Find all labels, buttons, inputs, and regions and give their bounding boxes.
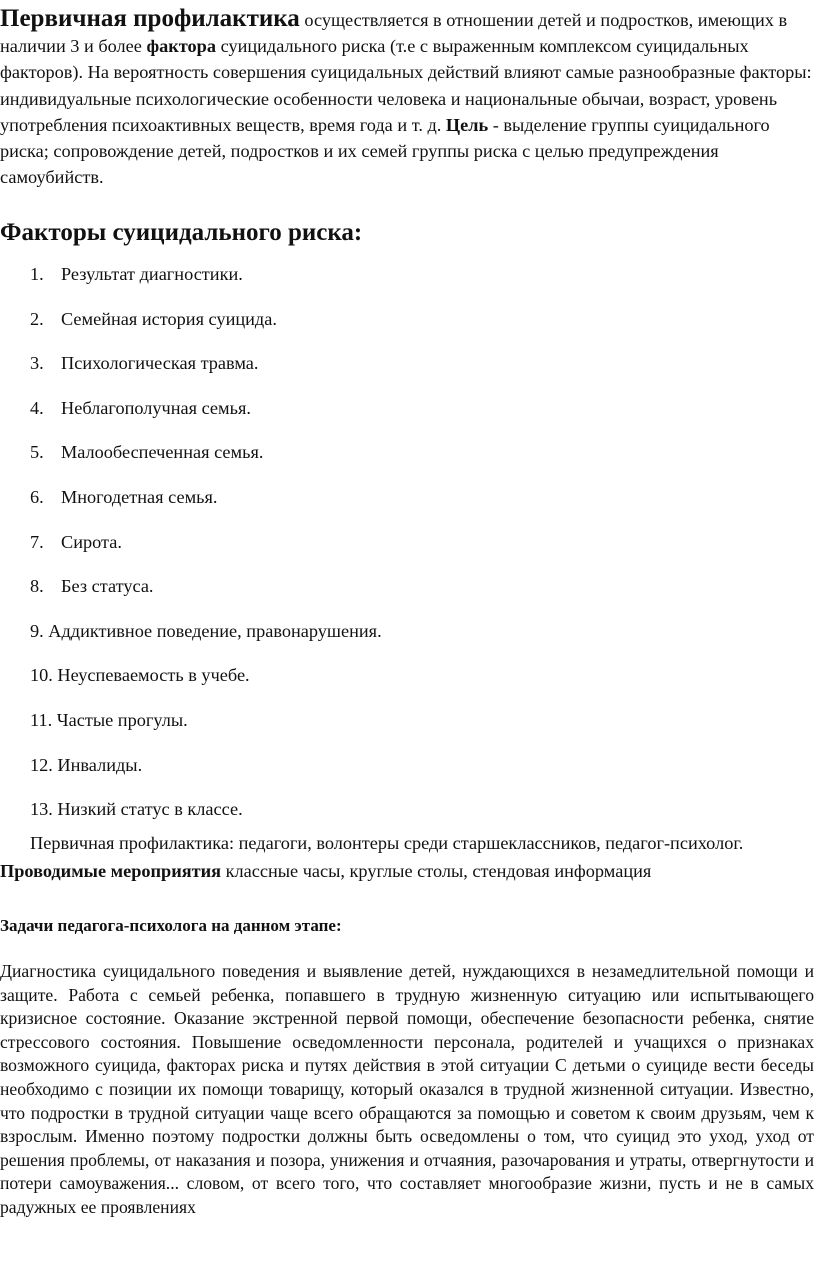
item-text: Малообеспеченная семья. bbox=[61, 442, 264, 463]
item-number: 6. bbox=[30, 487, 44, 507]
tasks-paragraph: Диагностика суицидального поведения и выявление детей, нуждающихся в незамедлительной помощи и защите. Работа с семьей ребенка, попавшего в трудную жизненную ситуацию или испытывающего кризисное состояние. Оказание экстренной первой помощи, обеспечение безопасности ребенка, снятие стрессового состояния. Повышение осведомленности персонала, родителей и учащихся о признаках возможного суицида, факторах риска и путях действия в этой ситуации С детьми о суициде вести беседы необходимо с позиции их помощи товарищу, который оказался в трудной жизненной ситуации. Известно, что подростки в трудной ситуации чаще всего обращаются за помощью и советом к своим друзьям, чем к взрослым. Именно поэтому подростки должны быть осведомлены о том, что суицид это уход, уход от решения проблемы, от наказания и позора, унижения и отчаяния, разочарования и утраты, отвергнутости и потери самоуважения... словом, от всего того, что составляет многообразие жизни, пусть и не в самых радужных ее проявлениях bbox=[0, 961, 814, 1217]
item-text: Без статуса. bbox=[61, 576, 154, 597]
item-number: 4. bbox=[30, 397, 44, 418]
item-text: Психологическая травма. bbox=[61, 353, 259, 374]
item-number: 5. bbox=[30, 442, 44, 463]
item-number: 1. bbox=[30, 264, 44, 284]
item-text: 10. Неуспеваемость в учебе. bbox=[30, 665, 250, 686]
factors-heading: Факторы суицидального риска: bbox=[0, 219, 363, 246]
intro-text-1: осуществляется в отношении детей и подростков, имеющих в наличии 3 и более bbox=[0, 10, 788, 57]
item-text: Сирота. bbox=[61, 531, 122, 552]
intro-text-2: суицидального риска (т.е с выраженным комплексом суицидальных факторов). На вероятность совершения суицидальных действий влияют самые разнообразные факторы: индивидуальные психологические особенности человека и национальные обычаи, возраст, уровень употребления психоактивных веществ, время года и т. д. bbox=[0, 36, 812, 135]
item-text: 11. Частые прогулы. bbox=[30, 710, 188, 730]
item-text: 13. Низкий статус в классе. bbox=[30, 799, 243, 820]
intro-bold-factor: фактора bbox=[146, 36, 216, 57]
item-text: Многодетная семья. bbox=[61, 487, 218, 507]
item-text: Неблагополучная семья. bbox=[61, 397, 251, 418]
item-text: 9. Аддиктивное поведение, правонарушения. bbox=[30, 620, 382, 641]
item-number: 7. bbox=[30, 531, 44, 552]
item-number: 8. bbox=[30, 576, 44, 597]
tasks-heading: Задачи педагога-психолога на данном этапе: bbox=[0, 916, 342, 935]
staff-rest: классные часы, круглые столы, стендовая информация bbox=[221, 861, 652, 881]
staff-text: Первичная профилактика: педагоги, волонтеры среди старшеклассников, педагог-психолог. bbox=[30, 833, 744, 853]
item-number: 3. bbox=[30, 353, 44, 374]
item-text: Семейная история суицида. bbox=[61, 308, 277, 329]
item-number: 2. bbox=[30, 308, 44, 329]
staff-paragraph bbox=[0, 829, 814, 885]
intro-paragraph bbox=[0, 6, 814, 190]
staff-bold-events: Проводимые мероприятия bbox=[0, 861, 222, 881]
item-text: 12. Инвалиды. bbox=[30, 754, 143, 775]
item-text: Результат диагностики. bbox=[61, 264, 243, 284]
intro-bold-goal: Цель bbox=[445, 114, 489, 135]
intro-lead: Первичная профилактика bbox=[0, 5, 300, 32]
intro-text-3: - выделение группы суицидального риска; сопровождение детей, подростков и их семей группы риска с целью предупреждения самоубийств. bbox=[0, 114, 770, 188]
